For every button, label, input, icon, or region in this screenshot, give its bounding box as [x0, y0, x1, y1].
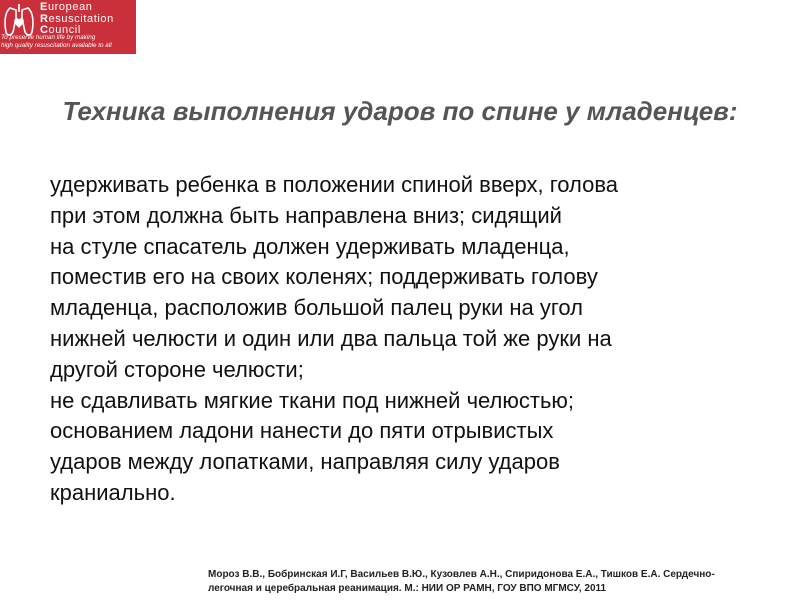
slide-body — [50, 170, 750, 509]
body-line: ударов между лопатками, направляя силу ударов — [50, 449, 560, 475]
body-line: младенца, расположив большой палец руки на угол — [50, 295, 584, 321]
body-line: на стуле спасатель должен удерживать младенца, — [50, 233, 570, 259]
body-line: не сдавливать мягкие ткани под нижней челюстью; — [50, 387, 575, 413]
logo-wordmark — [40, 2, 114, 37]
logo-tagline — [1, 34, 135, 49]
slide-title: Техника выполнения ударов по спине у младенцев: — [62, 96, 738, 126]
body-line: другой стороне челюсти; — [50, 356, 304, 382]
logo-cap-r: R — [40, 12, 49, 25]
body-line: поместив его на своих коленях; поддерживать голову — [50, 264, 598, 290]
citation-line: легочная и церебральная реанимация. М.: НИИ ОР РАМН, ГОУ ВПО МГМСУ, 2011 — [208, 583, 607, 594]
logo-tagline-line-1: To preserve human life by making — [1, 34, 96, 41]
body-line: основанием ладони нанести до пяти отрывистых — [50, 418, 554, 444]
logo-word-council: ouncil — [48, 24, 81, 36]
citation-line: Мороз В.В., Бобринская И.Г, Васильев В.Ю., Кузовлев А.Н., Спиридонова Е.А., Тишков Е.А. Сердечно- — [208, 569, 715, 580]
logo-word-european: uropean — [47, 1, 93, 13]
body-line: краниально. — [50, 479, 176, 505]
citation — [208, 568, 793, 596]
body-line: нижней челюсти и один или два пальца той же руки на — [50, 325, 612, 351]
logo-word-resuscitation: esuscitation — [48, 12, 114, 25]
body-line: при этом должна быть направлена вниз; сидящий — [50, 202, 562, 228]
logo-tagline-line-2: high quality resuscitation available to all — [1, 41, 112, 49]
erc-logo — [0, 0, 136, 54]
logo-cap-c: C — [40, 24, 49, 36]
body-line: удерживать ребенка в положении спиной вверх, голова — [50, 172, 619, 197]
logo-cap-e: E — [40, 1, 48, 13]
